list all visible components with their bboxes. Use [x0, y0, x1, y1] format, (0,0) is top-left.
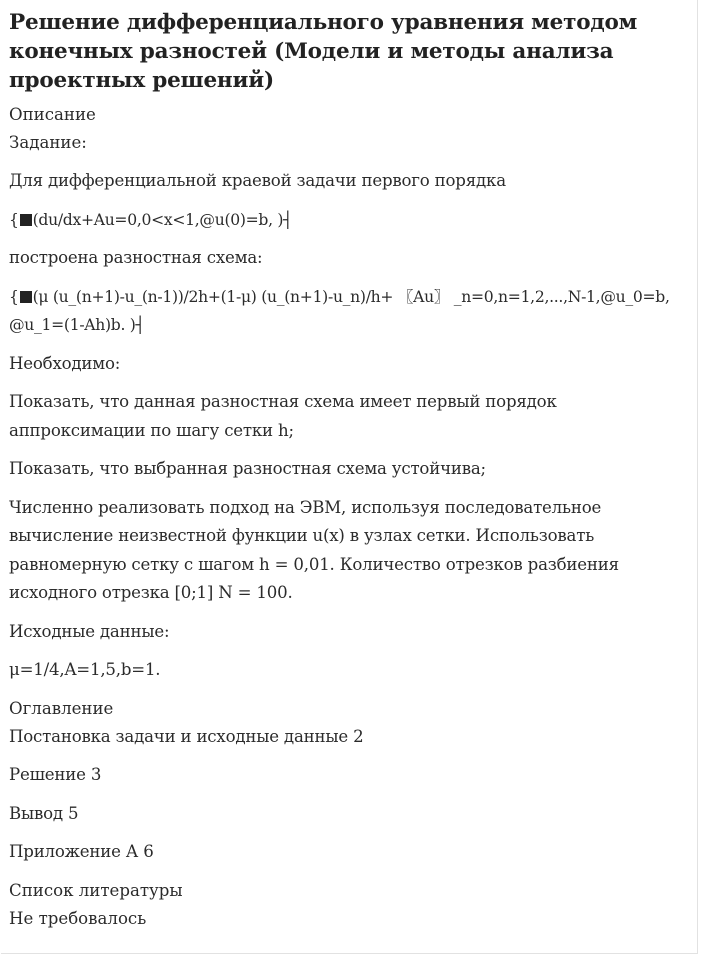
source-data-heading: Исходные данные: [9, 621, 170, 641]
toc-heading: Оглавление [9, 698, 114, 718]
toc-item-appendix[interactable]: Приложение А 6 [9, 842, 154, 861]
description-heading: Описание [9, 105, 96, 124]
difference-scheme [9, 283, 689, 340]
differential-equation [9, 206, 689, 235]
page-title: Решение дифференциального уравнения методом конечных разностей (Модели и методы анализа проектных решений) [9, 10, 638, 93]
scheme-body: (μ (u_(n+1)-u_(n-1))/2h+(1-μ) (u_(n+1)-u_n)/h+ 〖Au〗 _n=0,n=1,2,...,N-1,@u_0=b, @u_1=(1-Ah)b. )┤ [9, 287, 670, 334]
requirement-3: Численно реализовать подход на ЭВМ, используя последовательное вычисление неизвестной функции u(x) в узлах сетки. Использовать равномерную сетку с шагом h = 0,01. Количество отрезков разбиения исходного отрезка [0;1] N = 100. [9, 497, 619, 602]
toc-item-problem[interactable]: Постановка задачи и исходные данные 2 [9, 726, 364, 746]
task-heading: Задание: [9, 133, 87, 152]
requirement-1: Показать, что данная разностная схема имеет первый порядок аппроксимации по шагу сетки h; [9, 392, 557, 440]
source-data: μ=1/4,A=1,5,b=1. [9, 660, 161, 679]
requirement-2: Показать, что выбранная разностная схема устойчива; [9, 459, 486, 478]
required-heading: Необходимо: [9, 353, 121, 373]
equation-placeholder-icon [20, 214, 32, 226]
toc-item-solution[interactable]: Решение 3 [9, 765, 102, 784]
document-content [9, 8, 689, 933]
references-text: Не требовалось [9, 908, 147, 928]
scheme-intro: построена разностная схема: [9, 248, 263, 267]
task-intro: Для дифференциальной краевой задачи первого порядка [9, 171, 506, 190]
scheme-brace: { [9, 287, 19, 306]
equation-body: (du/dx+Au=0,0<x<1,@u(0)=b, )┤ [32, 210, 293, 229]
references-heading: Список литературы [9, 880, 183, 900]
toc-item-conclusion[interactable]: Вывод 5 [9, 803, 79, 823]
equation-brace: { [9, 210, 19, 229]
scheme-placeholder-icon [20, 291, 32, 303]
